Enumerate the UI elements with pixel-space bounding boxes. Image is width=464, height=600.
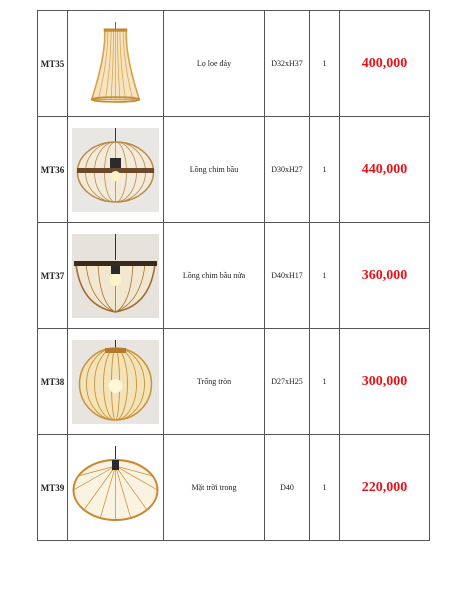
product-quantity: 1 <box>310 223 340 329</box>
table-row <box>38 329 430 435</box>
sun-disc-lamp-image <box>72 446 159 530</box>
product-price: 300,000 <box>340 329 430 435</box>
product-name: Lồng chim bầu <box>164 117 265 223</box>
product-name: Trống tròn <box>164 329 265 435</box>
product-name: Mặt trời trong <box>164 435 265 541</box>
product-size: D40 <box>265 435 310 541</box>
table-row <box>38 117 430 223</box>
product-code: MT35 <box>38 11 68 117</box>
product-quantity: 1 <box>310 435 340 541</box>
product-name: Lọ loe đáy <box>164 11 265 117</box>
product-image-cell <box>68 223 164 329</box>
product-image-cell <box>68 435 164 541</box>
product-size: D40xH17 <box>265 223 310 329</box>
product-quantity: 1 <box>310 11 340 117</box>
product-quantity: 1 <box>310 117 340 223</box>
birdcage-lamp-image <box>72 128 159 212</box>
product-table <box>37 10 430 541</box>
product-size: D30xH27 <box>265 117 310 223</box>
product-price: 440,000 <box>340 117 430 223</box>
product-image-cell <box>68 11 164 117</box>
bamboo-vase-lamp-image <box>72 22 159 106</box>
product-code: MT39 <box>38 435 68 541</box>
table-row <box>38 11 430 117</box>
product-image-cell <box>68 329 164 435</box>
product-size: D32xH37 <box>265 11 310 117</box>
product-code: MT38 <box>38 329 68 435</box>
table-row <box>38 223 430 329</box>
product-price: 360,000 <box>340 223 430 329</box>
product-price: 220,000 <box>340 435 430 541</box>
product-size: D27xH25 <box>265 329 310 435</box>
table-row <box>38 435 430 541</box>
half-birdcage-lamp-image <box>72 234 159 318</box>
product-quantity: 1 <box>310 329 340 435</box>
product-price: 400,000 <box>340 11 430 117</box>
product-name: Lồng chim bầu nửa <box>164 223 265 329</box>
product-code: MT37 <box>38 223 68 329</box>
product-image-cell <box>68 117 164 223</box>
round-drum-lamp-image <box>72 340 159 424</box>
product-code: MT36 <box>38 117 68 223</box>
